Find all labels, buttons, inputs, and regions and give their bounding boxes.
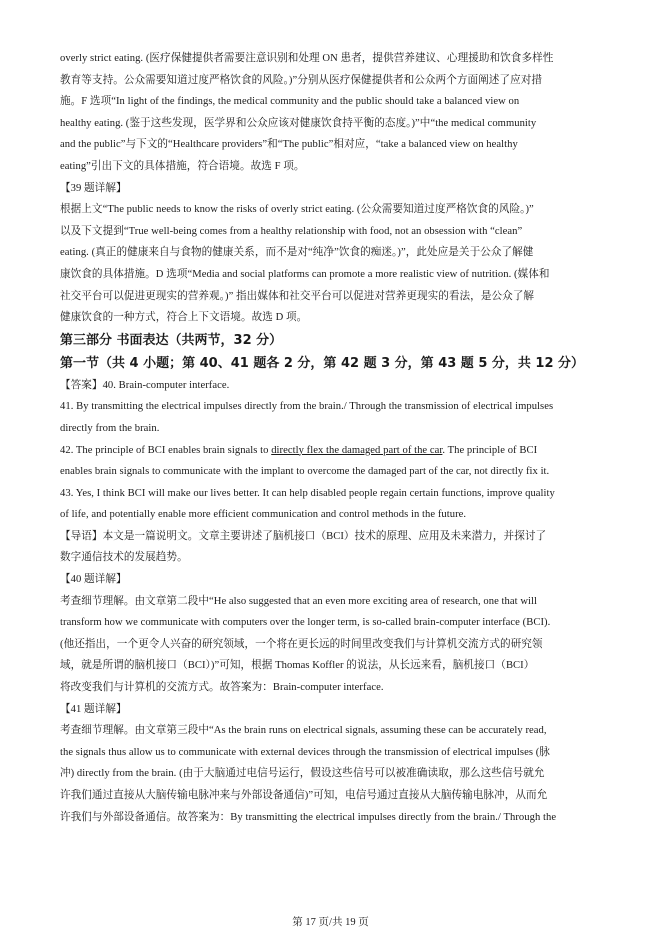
text-line: healthy eating. (鉴于这些发现，医学界和公众应该对健康饮食持平衡的态度。)”中“the medical community — [60, 117, 537, 129]
answer-42-text-end: . The principle of BCI — [442, 444, 538, 456]
answer-label-line: 【答案】40. Brain-computer interface. — [60, 379, 230, 391]
text-line: 域，就是所谓的脑机接口（BCI）)”可知，根据 Thomas Koffler 的说法，从长远来看，脑机接口（BCI） — [60, 660, 535, 672]
answer-42-line — [60, 440, 603, 462]
text-line: 许我们与外部设备通信。故答案为：By transmitting the electrical impulses directly from the brain./ Through the — [60, 811, 557, 823]
text-line: overly strict eating. (医疗保健提供者需要注意识别和处理 ON 患者，提供营养建议、心理援助和饮食多样性 — [60, 53, 554, 64]
text-line: transform how we communicate with computers over the longer term, is so-called brain-computer interface (BCI). — [60, 617, 551, 629]
text-line: eating. (真正的健康来自与食物的健康关系，而不是对“纯净”饮食的痴迷。)”，此处应是关于公众了解健 — [60, 247, 534, 259]
text-line: 根据上文“The public needs to know the risks of overly strict eating. (公众需要知道过度严格饮食的风险。)” — [60, 204, 534, 216]
text-line: and the public”与下文的“Healthcare providers”和“The public”相对应，“take a balanced view on healthy — [60, 139, 518, 151]
text-line: directly from the brain. — [60, 422, 160, 434]
text-line: 41. By transmitting the electrical impulses directly from the brain./ Through the transmission of electrical impulses — [60, 401, 554, 413]
text-line: 考查细节理解。由文章第三段中“As the brain runs on electrical signals, assuming these can be accurately read, — [60, 725, 547, 737]
page-content — [60, 48, 603, 828]
text-line: enables brain signals to communicate with the implant to overcome the damaged part of the car, not directly fix it. — [60, 466, 550, 478]
text-line: the signals thus allow us to communicate with external devices through the transmission of electrical impulses (脉 — [60, 746, 550, 758]
text-line: 康饮食的具体措施。D 选项“Media and social platforms can promote a more realistic view of nutrition. (媒体和 — [60, 268, 550, 280]
text-line: 将改变我们与计算机的交流方式。故答案为：Brain-computer interface. — [60, 682, 384, 694]
text-line: 许我们通过直接从大脑传输电脉冲来与外部设备通信)”可知，电信号通过直接从大脑传输电脉冲，从而允 — [60, 790, 548, 801]
text-line: 健康饮食的一种方式，符合上下文语境。故选 D 项。 — [60, 312, 308, 324]
answer-42-text: 42. The principle of BCI enables brain signals to — [60, 444, 272, 456]
text-line: 以及下文提到“True well-being comes from a healthy relationship with food, not an obsession with “clean” — [60, 225, 523, 237]
text-line: 考查细节理解。由文章第二段中“He also suggested that an even more exciting area of research, one that will — [60, 595, 538, 607]
question-40-label: 【40 题详解】 — [60, 574, 127, 586]
text-line: 冲) directly from the brain. (由于大脑通过电信号运行，假设这些信号可以被准确读取，那么这些信号就允 — [60, 768, 545, 780]
question-39-label: 【39 题详解】 — [60, 182, 127, 194]
section-heading: 第三部分 书面表达（共两节，32 分） — [60, 332, 283, 348]
question-41-label: 【41 题详解】 — [60, 703, 127, 715]
text-line: 43. Yes, I think BCI will make our lives better. It can help disabled people regain certain functions, improve quality — [60, 487, 555, 499]
text-line: 教育等支持。公众需要知道过度严格饮食的风险。)”分别从医疗保健提供者和公众两个方面阐述了应对措 — [60, 74, 542, 86]
text-line: 数字通信技术的发展趋势。 — [60, 552, 188, 564]
text-line: 社交平台可以促进更现实的营养观。)” 指出媒体和社交平台可以促进对营养更现实的看法，是公众了解 — [60, 290, 535, 302]
text-line: eating”引出下文的具体措施，符合语境。故选 F 项。 — [60, 160, 305, 172]
underlined-phrase: directly flex the damaged part of the car — [271, 444, 443, 456]
page-number: 第 17 页/共 19 页 — [292, 917, 369, 928]
text-line: 施。F 选项“In light of the findings, the medical community and the public should take a balanced view on — [60, 96, 520, 108]
text-line: of life, and potentially enable more efficient communication and control methods in the future. — [60, 509, 467, 521]
text-line: 【导语】本文是一篇说明文。文章主要讲述了脑机接口（BCI）技术的原理、应用及未来潜力，并探讨了 — [60, 530, 547, 542]
subsection-heading: 第一节（共 4 小题；第 40、41 题各 2 分，第 42 题 3 分，第 43 题 5 分，共 12 分） — [60, 355, 585, 371]
text-line: (他还指出，一个更令人兴奋的研究领域，一个将在更长远的时间里改变我们与计算机交流方式的研究领 — [60, 638, 543, 650]
